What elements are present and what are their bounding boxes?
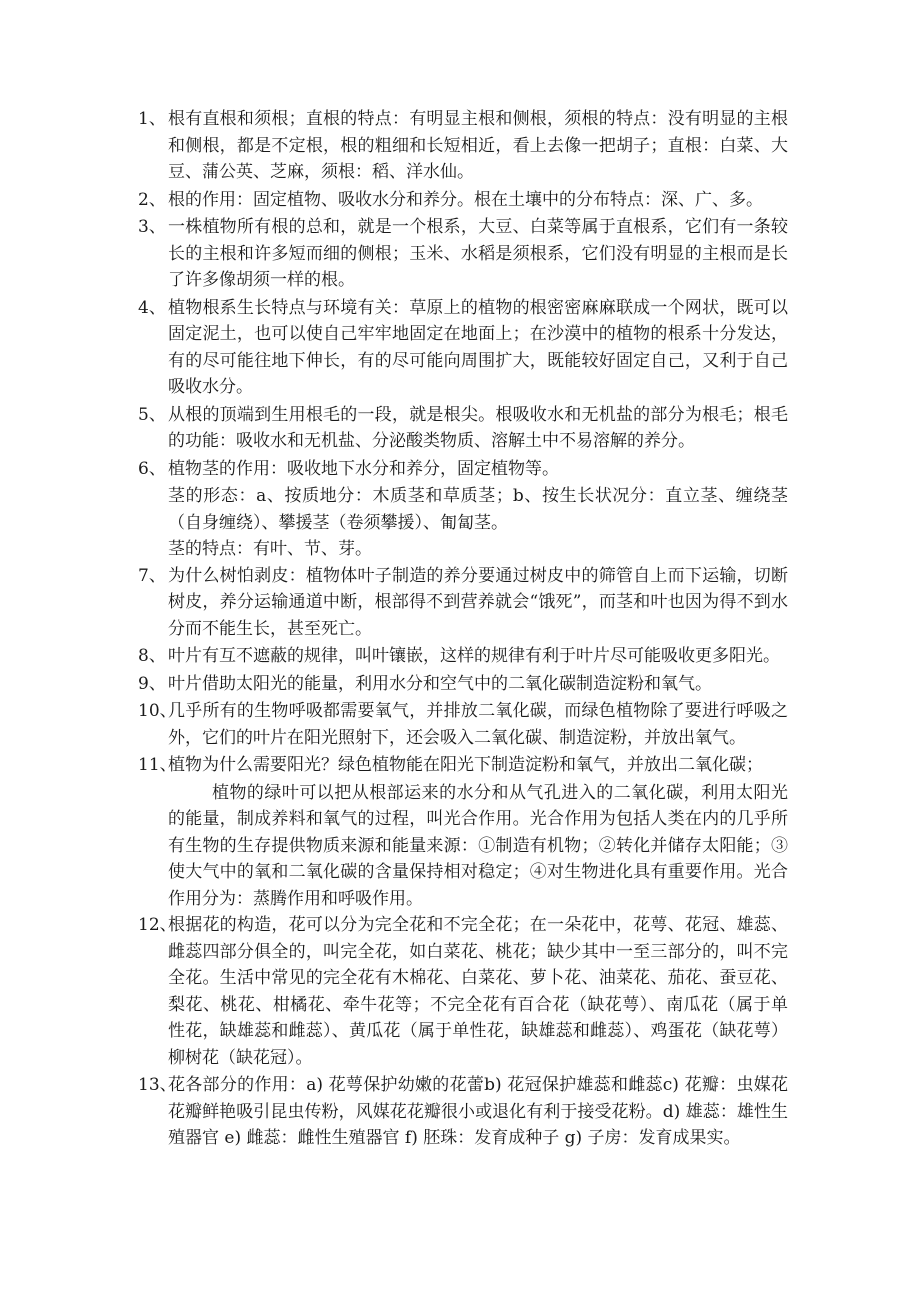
item-number: 3、	[138, 217, 166, 237]
item-number: 1、	[138, 109, 166, 129]
item-text: 几乎所有的生物呼吸都需要氧气，并排放二氧化碳，而绿色植物除了要进行呼吸之外，它们的叶片在阳光照射下，还会吸入二氧化碳、制造淀粉，并放出氧气。	[168, 701, 788, 748]
list-item-9	[138, 671, 788, 698]
item-text: 一株植物所有根的总和，就是一个根系，大豆、白菜等属于直根系，它们有一条较长的主根和许多短而细的侧根；玉米、水稻是须根系，它们没有明显的主根而是长了许多像胡须一样的根。	[168, 217, 788, 290]
list-item-6	[138, 456, 788, 483]
list-item-11	[138, 752, 788, 779]
item-text: 根据花的构造，花可以分为完全花和不完全花；在一朵花中，花萼、花冠、雄蕊、雌蕊四部分俱全的，叫完全花，如白菜花、桃花；缺少其中一至三部分的，叫不完全花。生活中常见的完全花有木棉花、白菜花、萝卜花、油菜花、茄花、蚕豆花、梨花、桃花、柑橘花、牵牛花等；不完全花有百合花（缺花萼）、南瓜花（属于单性花，缺雄蕊和雌蕊）、黄瓜花（属于单性花，缺雄蕊和雌蕊）、鸡蛋花（缺花萼）柳树花（缺花冠）。	[168, 915, 788, 1068]
item-number: 2、	[138, 189, 166, 210]
item-text: 叶片有互不遮蔽的规律，叫叶镶嵌，这样的规律有利于叶片尽可能吸收更多阳光。	[168, 646, 780, 666]
list-item-5	[138, 402, 788, 455]
item-text: 从根的顶端到生用根毛的一段，就是根尖。根吸收水和无机盐的部分为根毛；根毛的功能：吸收水和无机盐、分泌酸类物质、溶解土中不易溶解的养分。	[168, 404, 788, 451]
list-item-3	[138, 214, 788, 294]
list-item-13	[138, 1072, 788, 1152]
item-number: 13、	[138, 1075, 177, 1095]
list-item-2	[138, 187, 788, 214]
list-item-1	[138, 106, 788, 186]
list-item-10	[138, 698, 788, 751]
item-number: 6、	[138, 458, 166, 479]
item-number: 12、	[138, 915, 177, 935]
list-item-8	[138, 643, 788, 670]
item-text: 根有直根和须根；直根的特点：有明显主根和侧根，须根的特点：没有明显的主根和侧根，都是不定根，根的粗细和长短相近，看上去像一把胡子；直根：白菜、大豆、蒲公英、芝麻，须根：稻、洋水仙。	[168, 109, 788, 182]
item-text: 植物为什么需要阳光？绿色植物能在阳光下制造淀粉和氧气，并放出二氧化碳；	[168, 755, 763, 775]
item-text: 叶片借助太阳光的能量，利用水分和空气中的二氧化碳制造淀粉和氧气。	[168, 673, 712, 694]
stem-forms-text: 茎的形态：a、按质地分：木质茎和草质茎；b、按生长状况分：直立茎、缠绕茎（自身缠绕）、攀援茎（卷须攀援）、匍匐茎。	[168, 486, 788, 533]
item-number: 9、	[138, 673, 166, 694]
item-number: 4、	[138, 297, 166, 318]
item-text: 植物根系生长特点与环境有关：草原上的植物的根密密麻麻联成一个网状，既可以固定泥土，也可以使自己牢牢地固定在地面上；在沙漠中的植物的根系十分发达，有的尽可能往地下伸长，有的尽可能向周围扩大，既能较好固定自己，又利于自己吸收水分。	[168, 297, 788, 397]
item-number: 7、	[138, 565, 166, 586]
item-number: 11、	[138, 755, 177, 775]
list-item-4	[138, 295, 788, 401]
item-text: 植物茎的作用：吸收地下水分和养分，固定植物等。	[168, 458, 559, 479]
item-text: 花各部分的作用：a) 花萼保护幼嫩的花蕾b) 花冠保护雄蕊和雌蕊c) 花瓣：虫媒花花瓣鲜艳吸引昆虫传粉，风媒花花瓣很小或退化有利于接受花粉。d) 雄蕊：雄性生殖器官 e) 雌蕊：雌性生殖器官 f) 胚珠：发育成种子 g) 子房：发育成果实。	[168, 1075, 788, 1148]
item-text: 为什么树怕剥皮：植物体叶子制造的养分要通过树皮中的筛管自上而下运输，切断树皮，养分运输通道中断，根部得不到营养就会“饿死”，而茎和叶也因为得不到水分而不能生长，甚至死亡。	[168, 565, 788, 639]
stem-features-text: 茎的特点：有叶、节、芽。	[168, 539, 372, 559]
item-number: 10、	[138, 701, 177, 721]
list-item-12	[138, 912, 788, 1071]
item-number: 8、	[138, 646, 166, 666]
document-body	[138, 106, 788, 1153]
item-number: 5、	[138, 404, 166, 425]
item-text: 根的作用：固定植物、吸收水分和养分。根在土壤中的分布特点：深、广、多。	[168, 189, 763, 210]
list-item-7	[138, 563, 788, 643]
photosynthesis-paragraph: 植物的绿叶可以把从根部运来的水分和从气孔进入的二氧化碳，利用太阳光的能量，制成养料和氧气的过程，叫光合作用。光合作用为包括人类在内的几乎所有生物的生存提供物质来源和能量来源：①制造有机物；②转化并储存太阳能；③使大气中的氧和二氧化碳的含量保持相对稳定；④对生物进化具有重要作用。光合作用分为：蒸腾作用和呼吸作用。	[168, 782, 788, 909]
